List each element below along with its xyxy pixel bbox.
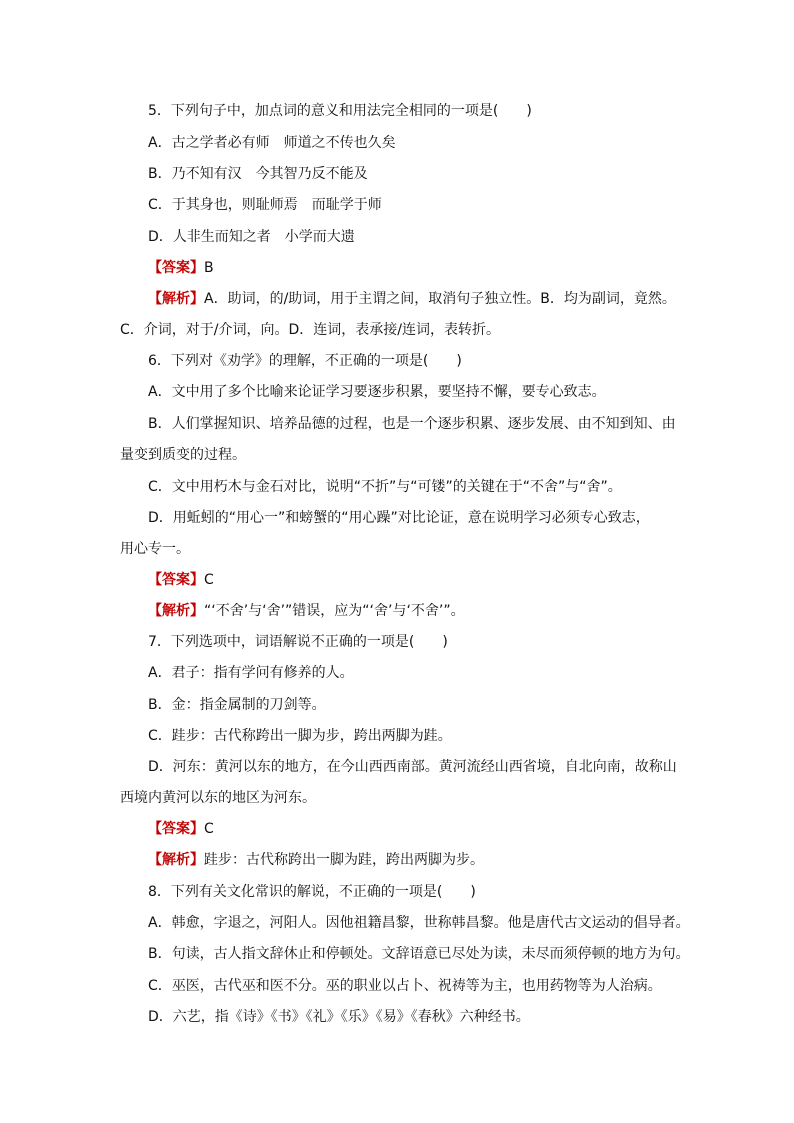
question-8-option-c: C．巫医，古代巫和医不分。巫的职业以占卜、祝祷等为主，也用药物等为人治病。 xyxy=(148,978,662,994)
question-6-stem: 6．下列对《劝学》的理解，不正确的一项是( ) xyxy=(148,353,462,369)
question-5-option-d: D．人非生而知之者 小学而大遗 xyxy=(148,229,355,245)
answer-tag: 【答案】 xyxy=(148,260,204,276)
question-8-stem: 8．下列有关文化常识的解说，不正确的一项是( ) xyxy=(148,884,476,900)
question-6-option-b: B．人们掌握知识、培养品德的过程，也是一个逐步积累、逐步发展、由不知到知、由 xyxy=(148,416,676,432)
analysis-text: “‘不舍’与‘舍’”错误，应为“‘舍’与‘不舍’”。 xyxy=(204,603,465,619)
question-5-analysis-cont: C．介词，对于/介词，向。D．连词，表承接/连词，表转折。 xyxy=(120,322,500,338)
question-5-option-b: B．乃不知有汉 今其智乃反不能及 xyxy=(148,166,368,182)
answer-value: C xyxy=(204,821,214,837)
question-6-option-a: A．文中用了多个比喻来论证学习要逐步积累，要坚持不懈，要专心致志。 xyxy=(148,384,606,400)
question-8-option-d: D．六艺，指《诗》《书》《礼》《乐》《易》《春秋》六种经书。 xyxy=(148,1009,530,1025)
question-6-option-d-cont: 用心专一。 xyxy=(120,541,190,557)
question-7-option-c: C．跬步：古代称跨出一脚为步，跨出两脚为跬。 xyxy=(148,728,452,744)
answer-value: C xyxy=(204,572,214,588)
answer-tag: 【答案】 xyxy=(148,821,204,837)
question-6-option-d: D．用蚯蚓的“用心一”和螃蟹的“用心躁”对比论证，意在说明学习必须专心致志， xyxy=(148,510,650,526)
question-7-answer xyxy=(148,819,214,839)
question-5-stem: 5．下列句子中，加点词的意义和用法完全相同的一项是( ) xyxy=(148,103,532,119)
question-8-option-b: B．句读，古人指文辞休止和停顿处。文辞语意已尽处为读，未尽而须停顿的地方为句。 xyxy=(148,946,690,962)
question-5-option-a: A．古之学者必有师 师道之不传也久矣 xyxy=(148,135,396,151)
analysis-text: A．助词，的/助词，用于主谓之间，取消句子独立性。B．均为副词，竟然。 xyxy=(204,291,676,307)
answer-tag: 【答案】 xyxy=(148,572,204,588)
answer-value: B xyxy=(204,260,214,276)
analysis-tag: 【解析】 xyxy=(148,852,204,868)
question-7-option-d-cont: 西境内黄河以东的地区为河东。 xyxy=(120,790,316,806)
question-6-analysis xyxy=(148,601,465,621)
question-6-option-c: C．文中用朽木与金石对比，说明“不折”与“可镂”的关键在于“不舍”与“舍”。 xyxy=(148,479,622,495)
analysis-tag: 【解析】 xyxy=(148,603,204,619)
question-8-option-a: A．韩愈，字退之，河阳人。因他祖籍昌黎，世称韩昌黎。他是唐代古文运动的倡导者。 xyxy=(148,915,690,931)
question-7-stem: 7．下列选项中，词语解说不正确的一项是( ) xyxy=(148,634,448,650)
question-6-answer xyxy=(148,570,214,590)
question-7-option-d: D．河东：黄河以东的地方，在今山西西南部。黄河流经山西省境，自北向南，故称山 xyxy=(148,759,677,775)
question-7-option-a: A．君子：指有学问有修养的人。 xyxy=(148,665,354,681)
question-5-option-c: C．于其身也，则耻师焉 而耻学于师 xyxy=(148,197,382,213)
question-6-option-b-cont: 量变到质变的过程。 xyxy=(120,447,246,463)
question-5-answer xyxy=(148,258,214,278)
question-7-option-b: B．金：指金属制的刀剑等。 xyxy=(148,697,326,713)
question-7-analysis xyxy=(148,850,484,870)
analysis-text: 跬步：古代称跨出一脚为跬，跨出两脚为步。 xyxy=(204,852,484,868)
question-5-analysis xyxy=(148,289,676,309)
analysis-tag: 【解析】 xyxy=(148,291,204,307)
